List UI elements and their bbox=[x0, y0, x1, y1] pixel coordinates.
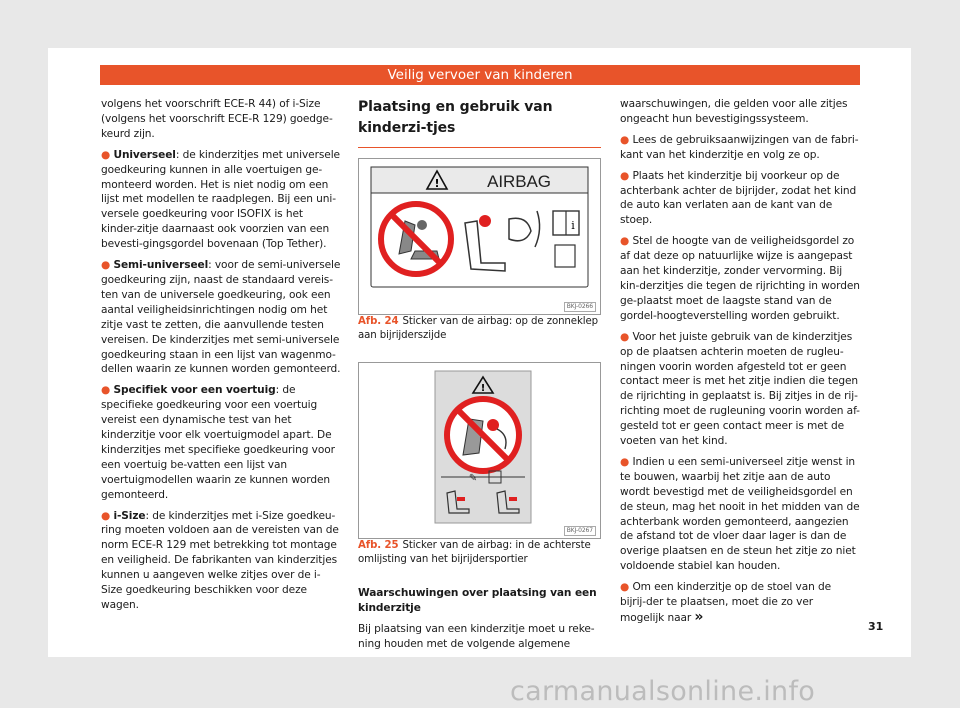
figure-25 bbox=[358, 362, 601, 539]
list-item bbox=[101, 258, 341, 377]
bullet-icon: ● bbox=[620, 455, 630, 468]
list-text: Lees de gebruiksaanwijzingen van de fabri-kant van het kinderzitje en volg ze op. bbox=[620, 133, 859, 161]
bullet-icon: ● bbox=[101, 509, 111, 522]
list-item bbox=[101, 383, 341, 502]
list-text: Voor het juiste gebruik van de kinderzitjes op de plaatsen achterin moeten de rugleu-ningen voorin worden afgesteld tot er geen contact meer is met het zitje indien die tegen de rijrichting in geplaatst is. Bij zitjes in de rij-richting moet de rugleuning voorin worden af-gesteld tot er geen contact meer is met de voeten van het kind. bbox=[620, 330, 860, 448]
list-text: : voor de semi-universele goedkeuring zijn, naast de standaard vereis-ten van de universele goedkeuring, ook een aantal veiligheidsinrichtingen nodig om het zitje vast te zetten, die aanvullende testen vereisen. De kinderzitjes met semi-universele goedkeuring staan in een lijst van wagenmo-dellen waarin ze kunnen worden gemonteerd. bbox=[101, 259, 341, 376]
no-child-seat-icon bbox=[381, 204, 451, 274]
list-term: Specifiek voor een voertuig bbox=[113, 384, 276, 397]
subsection-heading: Waarschuwingen over plaatsing van een kinderzitje bbox=[358, 587, 597, 614]
door-sticker-illustration bbox=[359, 363, 600, 538]
figure-caption bbox=[358, 315, 601, 342]
caption-text: Sticker van de airbag: in de achterste omlijsting van het bijrijdersportier bbox=[358, 540, 591, 565]
section-header: Veilig vervoer van kinderen bbox=[100, 65, 860, 85]
sticker-title: AIRBAG bbox=[487, 172, 551, 191]
svg-text:i: i bbox=[571, 219, 575, 232]
section-heading: Plaatsing en gebruik van kinderzi-tjes bbox=[358, 99, 553, 136]
page-number: 31 bbox=[868, 620, 884, 633]
bullet-icon: ● bbox=[101, 148, 111, 161]
list-item bbox=[620, 169, 860, 229]
svg-text:✎: ✎ bbox=[468, 473, 478, 484]
svg-text:!: ! bbox=[480, 383, 486, 394]
list-text: : de kinderzitjes met i-Size goedkeu-ring moeten voldoen aan de vereisten van de norm ECE-R 129 met betrekking tot montage en veiligheid. De fabrikanten van kinderzitjes kunnen u aangeven welke zitjes over de i-Size goedkeuring beschikken voor deze wagen. bbox=[101, 509, 339, 611]
figure-caption bbox=[358, 539, 601, 566]
list-text: : de kinderzitjes met universele goedkeuring kunnen in alle voertuigen ge-monteerd worden. Het is niet nodig om een lijst met modellen te raadplegen. Bij een uni-versele goedkeuring voor ISOFIX is het kinder-zitje daarnaast ook voorzien van een bevesti-gingsgordel bovenaan (Top Tether). bbox=[101, 148, 340, 251]
list-item bbox=[101, 148, 341, 252]
figure-number: Afb. 25 bbox=[358, 540, 399, 551]
list-text: Stel de hoogte van de veiligheidsgordel zo af dat deze op natuurlijke wijze is aangepast aan het kinderzitje, zonder vervorming. Bij kin-derzitjes die tegen de rijrichting in worden ge-plaatst moet de laagste stand van de gordel-hoogteverstelling worden gebruikt. bbox=[620, 235, 860, 322]
column-right bbox=[620, 97, 860, 632]
bullet-icon: ● bbox=[620, 330, 630, 343]
list-term: i-Size bbox=[113, 509, 146, 522]
continue-arrow-icon: » bbox=[694, 609, 704, 625]
bullet-icon: ● bbox=[620, 133, 630, 146]
airbag-sticker-illustration bbox=[359, 159, 600, 314]
figure-code: BKJ-0267 bbox=[564, 526, 596, 536]
bullet-icon: ● bbox=[101, 384, 111, 397]
caption-text: Sticker van de airbag: op de zonneklep aan bijrijderszijde bbox=[358, 316, 599, 341]
list-text: Om een kinderzitje op de stoel van de bijrij-der te plaatsen, moet die zo ver mogelijk naar bbox=[620, 581, 832, 624]
no-child-seat-icon bbox=[447, 399, 519, 471]
list-text: Plaats het kinderzitje bij voorkeur op de achterbank achter de bijrijder, zodat het kind de auto kan verlaten aan de kant van de stoep. bbox=[620, 169, 857, 227]
list-item bbox=[620, 455, 860, 574]
paragraph: waarschuwingen, die gelden voor alle zitjes ongeacht hun bevestigingssysteem. bbox=[620, 98, 848, 125]
paragraph: volgens het voorschrift ECE-R 44) of i-Size (volgens het voorschrift ECE-R 129) goedge-keurd zijn. bbox=[101, 98, 333, 140]
bullet-icon: ● bbox=[620, 235, 630, 248]
list-term: Universeel bbox=[113, 148, 176, 161]
figure-code: BKJ-0266 bbox=[564, 302, 596, 312]
bullet-icon: ● bbox=[101, 259, 111, 272]
heading-rule bbox=[358, 147, 601, 148]
list-item bbox=[101, 509, 341, 613]
list-text: : de specifieke goedkeuring voor een voertuig vereist een dynamische test van het kinderzitje voor elk voertuigmodel apart. De kinderzitjes met specifieke goedkeuring voor een voertuig be-vatten een lijst van voertuigmodellen waarin ze kunnen worden gemonteerd. bbox=[101, 384, 335, 501]
list-item bbox=[620, 133, 860, 163]
list-item bbox=[620, 330, 860, 449]
svg-text:!: ! bbox=[434, 177, 440, 190]
list-item bbox=[620, 234, 860, 323]
list-item bbox=[620, 580, 860, 626]
figure-24 bbox=[358, 158, 601, 315]
column-middle bbox=[358, 97, 601, 658]
figure-number: Afb. 24 bbox=[358, 316, 399, 327]
paragraph: Bij plaatsing van een kinderzitje moet u reke-ning houden met de volgende algemene bbox=[358, 622, 595, 650]
list-text: Indien u een semi-universeel zitje wenst in te bouwen, waarbij het zitje aan de auto wordt bevestigd met de veiligheidsgordel en de steun, mag het nooit in het midden van de achterbank worden gemonteerd, aangezien de afstand tot de vloer daar lager is dan de overige plaatsen en de steun het zitje zo niet voldoende stabiel kan houden. bbox=[620, 455, 860, 573]
bullet-icon: ● bbox=[620, 581, 630, 594]
watermark-text: carmanualsonline.info bbox=[510, 676, 816, 707]
list-term: Semi-universeel bbox=[113, 259, 209, 272]
column-left bbox=[101, 97, 341, 619]
bullet-icon: ● bbox=[620, 169, 630, 182]
